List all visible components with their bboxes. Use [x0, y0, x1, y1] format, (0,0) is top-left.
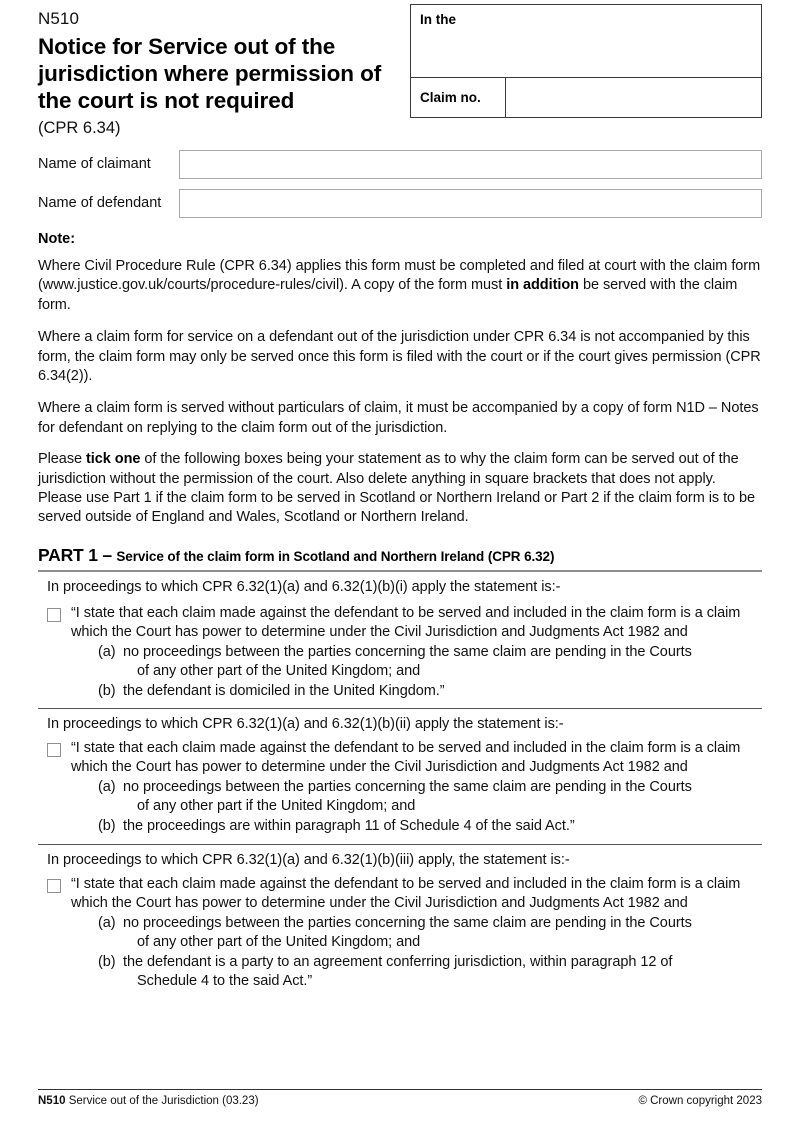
part-1-statements: [38, 572, 762, 992]
subitem-text-2b: [123, 817, 762, 836]
footer-left: [38, 1094, 259, 1109]
statement-body-2: [38, 739, 762, 836]
subitem-cont-1a: of any other part of the United Kingdom; and: [137, 663, 421, 680]
subitem-cont-3b: Schedule 4 to the said Act.”: [137, 972, 313, 989]
note-p1-part-a: Where Civil Procedure Rule (CPR 6.34) applies this form must be completed and filed at court with the claim form (www.justice.gov.uk/courts/procedure-rules/civil). A copy of the form must: [38, 258, 761, 294]
statement-group-2: [38, 708, 762, 844]
statement-group-1: [38, 572, 762, 708]
statement-main-1: “I state that each claim made against the defendant to be served and included in the claim form is a claim which the Court has power to determine under the Civil Jurisdiction and Judgments Act 1982 and: [71, 604, 741, 641]
note-paragraph-1: [38, 257, 762, 315]
statement-text-1: [71, 604, 762, 701]
subitem-cont-2a: of any other part if the United Kingdom; and: [137, 798, 416, 815]
statement-subitem-3a: [71, 914, 762, 953]
footer-description: Service out of the Jurisdiction (03.23): [68, 1095, 259, 1107]
note-p4-part-b: of the following boxes being your statement as to why the claim form can be served out of the jurisdiction without the permission of the court. Also delete anything in square brackets that does not apply. Please use Part 1 if the claim form to be served in Scotland or Northern Ireland or Part 2 if the claim form is to be served outside of England and Wales, Scotland or Northern Ireland.: [38, 451, 756, 526]
subitem-line-2a: no proceedings between the parties concerning the same claim are pending in the Courts: [123, 778, 692, 795]
page-title: Notice for Service out of the jurisdiction where permission of the court is not required: [38, 34, 382, 113]
subitem-line-2b: the proceedings are within paragraph 11 of Schedule 4 of the said Act.”: [123, 817, 575, 834]
subitem-line-1b: the defendant is domiciled in the United Kingdom.”: [123, 682, 445, 699]
court-name-input[interactable]: [420, 28, 752, 68]
subitem-marker-1a: (a): [98, 643, 116, 660]
claimant-input[interactable]: [179, 150, 762, 179]
statement-spacer-2: [38, 836, 762, 844]
claim-no-row: [411, 77, 761, 117]
note-p1-emphasis: in addition: [506, 277, 579, 294]
note-paragraph-2: Where a claim form for service on a defendant out of the jurisdiction under CPR 6.34 is not accompanied by this form, the claim form may only be served once this form is filed with the court or if the court gives permission (CPR 6.34(2)).: [38, 329, 761, 385]
claimant-label: Name of claimant: [38, 156, 151, 172]
form-header: [38, 0, 762, 140]
form-subtitle: (CPR 6.34): [38, 119, 121, 137]
claim-no-input[interactable]: [506, 78, 761, 116]
subitem-line-3a: no proceedings between the parties concerning the same claim are pending in the Courts: [123, 914, 692, 931]
statement-checkbox-3[interactable]: [47, 879, 61, 893]
statement-text-3: [71, 875, 762, 991]
note-heading: Note:: [38, 231, 76, 247]
subitem-marker-2a: (a): [98, 778, 116, 795]
in-the-label: In the: [420, 12, 456, 27]
subitem-text-2a: [123, 778, 762, 817]
statement-body-1: [38, 604, 762, 701]
statement-group-3: [38, 844, 762, 991]
subitem-cont-3a: of any other part of the United Kingdom; and: [137, 934, 421, 951]
subitem-text-3b: [123, 953, 762, 992]
footer-copyright: © Crown copyright 2023: [638, 1095, 762, 1107]
statement-intro-2: In proceedings to which CPR 6.32(1)(a) and 6.32(1)(b)(ii) apply the statement is:-: [47, 715, 564, 732]
note-p4-emphasis: tick one: [86, 451, 141, 468]
subitem-text-1a: [123, 643, 762, 682]
statement-main-2: “I state that each claim made against the defendant to be served and included in the claim form is a claim which the Court has power to determine under the Civil Jurisdiction and Judgments Act 1982 and: [71, 739, 741, 776]
statement-subitem-1a: [71, 643, 762, 682]
page-footer: [38, 1089, 762, 1109]
footer-form-code: N510: [38, 1095, 66, 1107]
statement-subitem-2a: [71, 778, 762, 817]
subitem-text-1b: [123, 682, 762, 701]
defendant-input[interactable]: [179, 189, 762, 218]
part-1-description: Service of the claim form in Scotland and Northern Ireland (CPR 6.32): [116, 548, 555, 564]
subitem-marker-3b: (b): [98, 953, 116, 970]
party-name-fields: [38, 150, 762, 218]
note-paragraph-4: [38, 450, 762, 528]
note-paragraph-3: Where a claim form is served without particulars of claim, it must be accompanied by a copy of form N1D – Notes for defendant on replying to the claim form out of the jurisdiction.: [38, 400, 759, 436]
subitem-marker-2b: (b): [98, 817, 116, 834]
form-code: N510: [38, 9, 80, 28]
statement-checkbox-1[interactable]: [47, 608, 61, 622]
court-details-box: [410, 4, 762, 118]
statement-block-1: [38, 602, 762, 708]
statement-intro-3: In proceedings to which CPR 6.32(1)(a) and 6.32(1)(b)(iii) apply, the statement is:-: [47, 851, 570, 868]
subitem-line-1a: no proceedings between the parties concerning the same claim are pending in the Courts: [123, 643, 692, 660]
defendant-label: Name of defendant: [38, 195, 162, 211]
statement-subitem-2b: [71, 817, 762, 836]
court-name-row: [411, 5, 761, 77]
statement-subitem-1b: [71, 682, 762, 701]
statement-body-3: [38, 875, 762, 991]
statement-checkbox-2[interactable]: [47, 743, 61, 757]
claim-no-value-cell: [506, 78, 761, 117]
statement-intro-1: In proceedings to which CPR 6.32(1)(a) and 6.32(1)(b)(i) apply the statement is:-: [47, 578, 561, 595]
subitem-marker-3a: (a): [98, 914, 116, 931]
claim-no-label-cell: [411, 78, 506, 117]
claim-no-label: Claim no.: [420, 89, 481, 105]
subitem-line-3b: the defendant is a party to an agreement conferring jurisdiction, within paragraph 12 of: [123, 953, 673, 970]
part-1-number: PART 1 –: [38, 544, 112, 565]
subitem-marker-1b: (b): [98, 682, 116, 699]
claimant-row: [38, 150, 762, 179]
defendant-row: [38, 189, 762, 218]
statement-main-3: “I state that each claim made against the defendant to be served and included in the claim form is a claim which the Court has power to determine under the Civil Jurisdiction and Judgments Act 1982 and: [71, 875, 741, 912]
subitem-text-3a: [123, 914, 762, 953]
note-p1-part-b: be served with the claim form.: [38, 277, 738, 313]
statement-text-2: [71, 739, 762, 836]
note-p4-part-a: Please: [38, 451, 87, 468]
statement-subitem-3b: [71, 953, 762, 992]
part-1-heading: [38, 545, 762, 572]
